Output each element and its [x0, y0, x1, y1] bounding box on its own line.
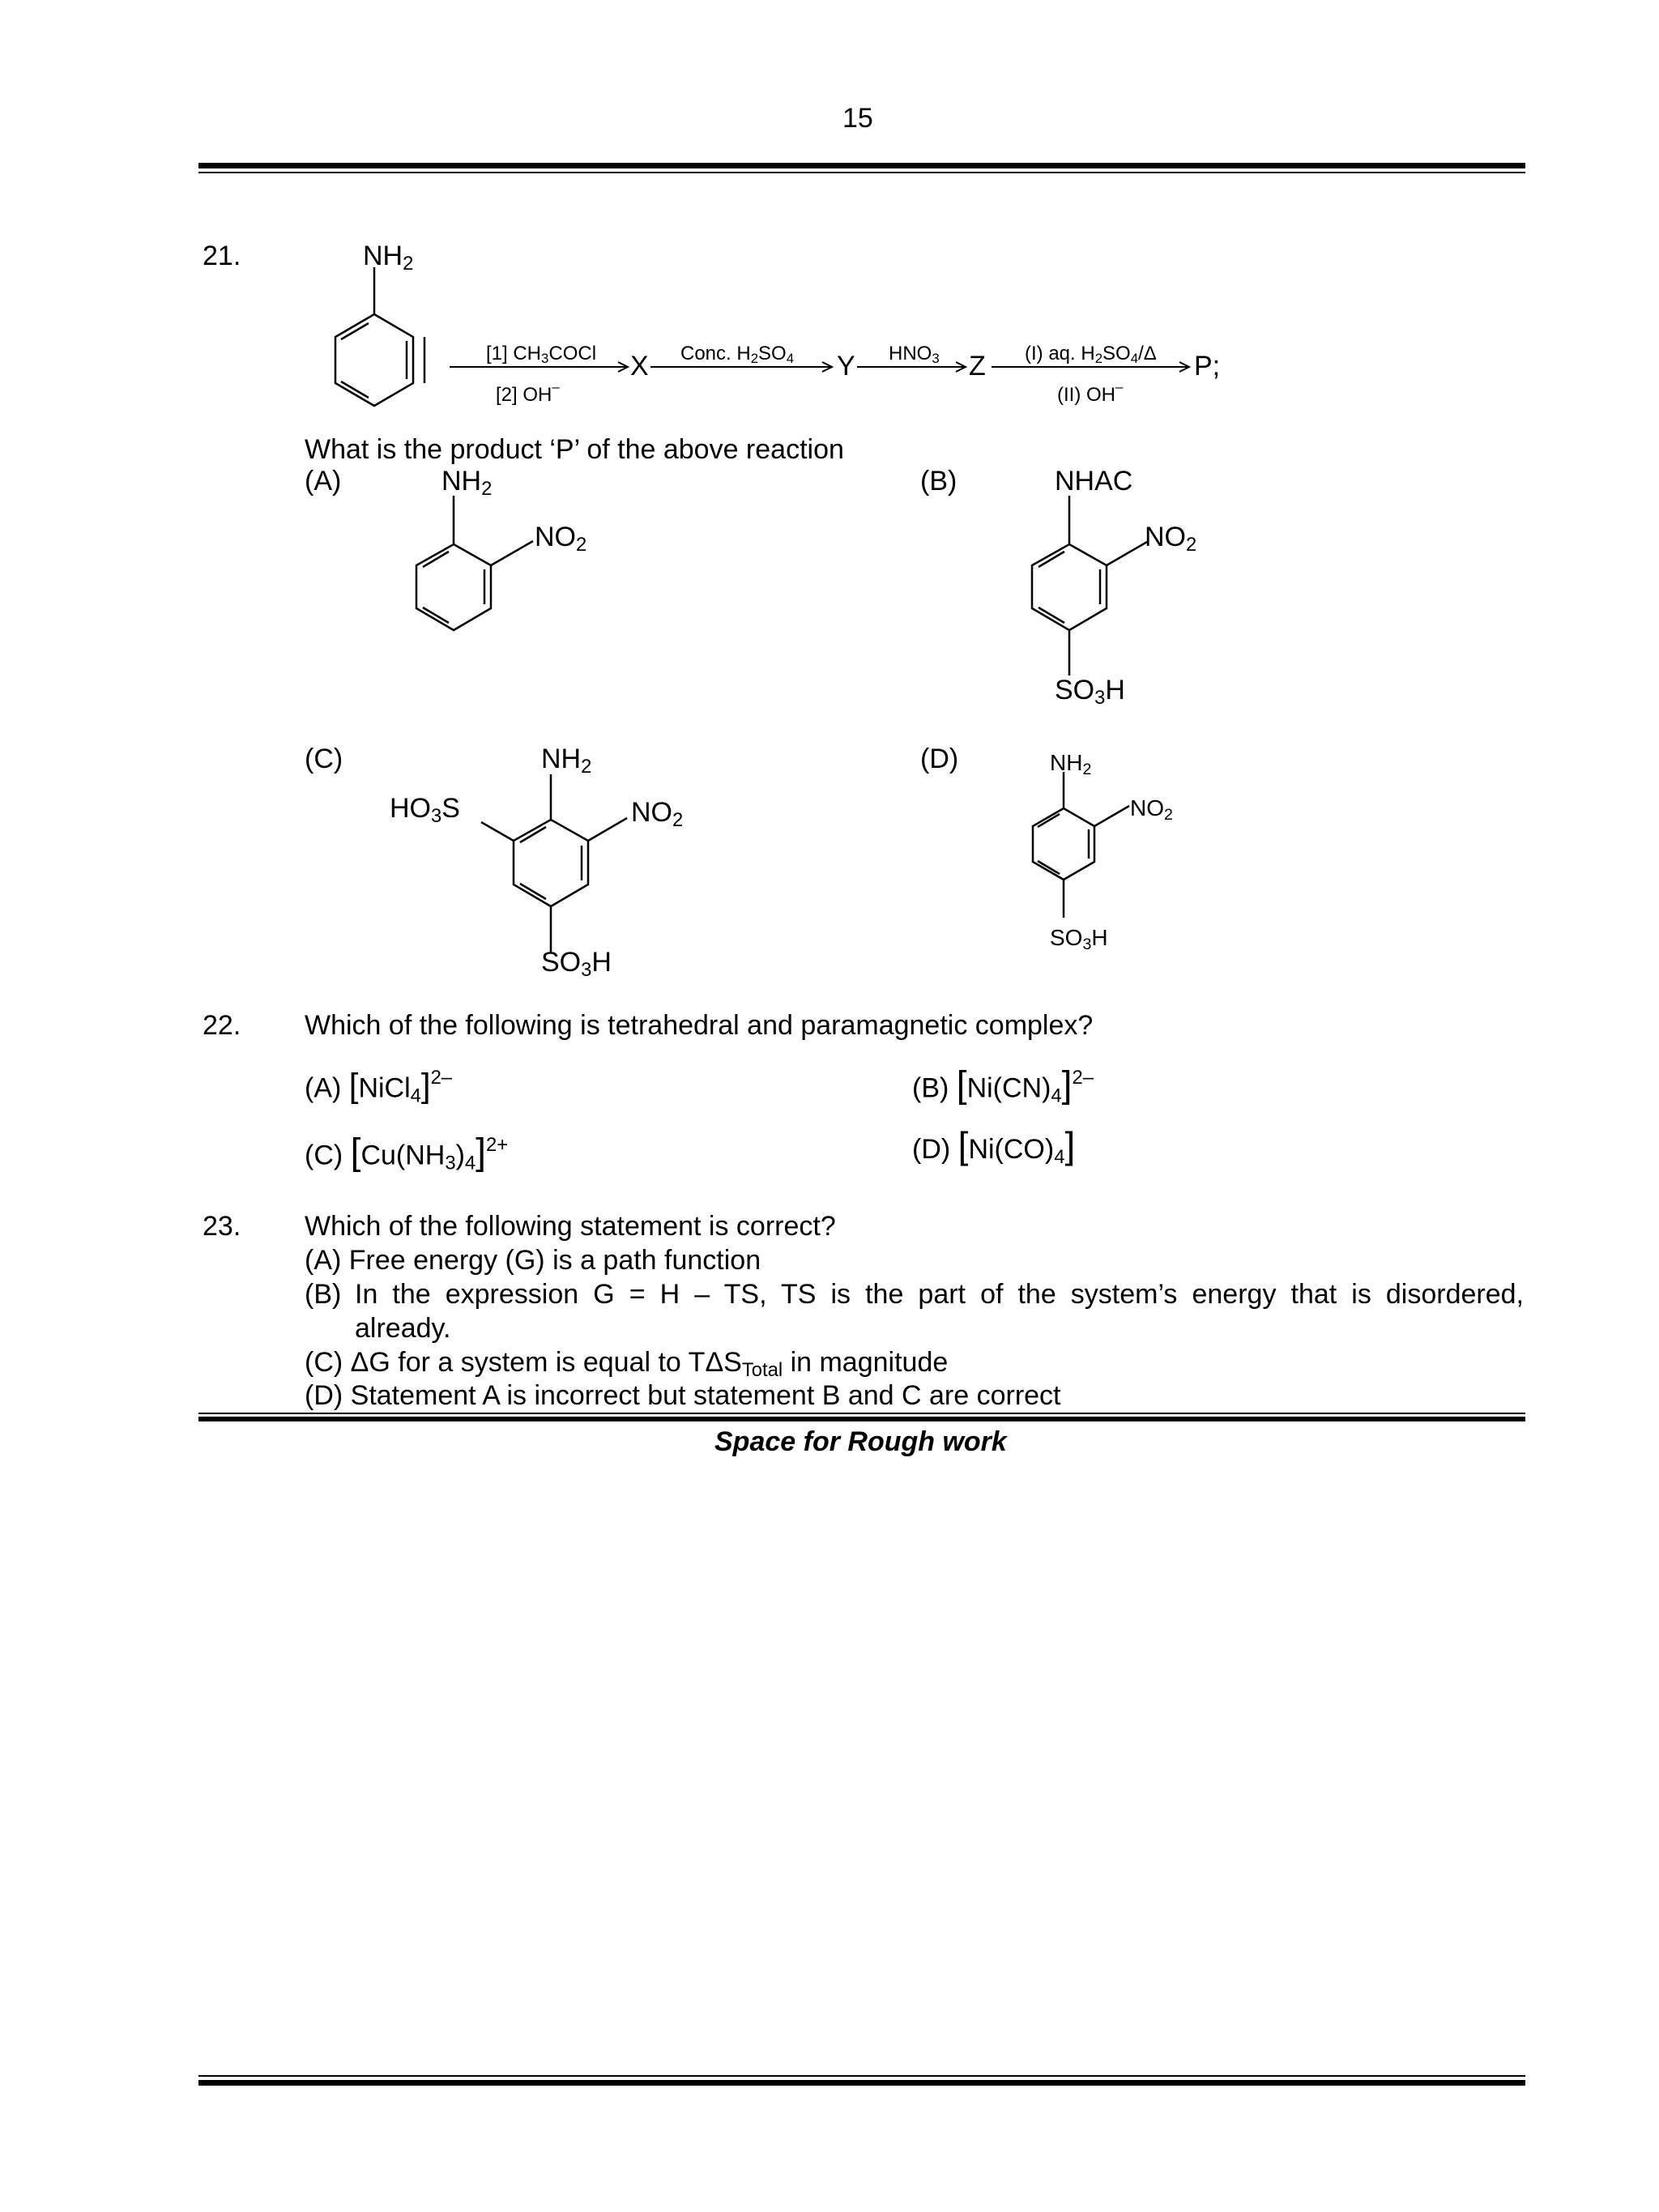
q22-option-b: (B) $[Ni(CN)_4]^{2-}$ — [912, 1063, 1094, 1107]
top-rule-thick — [198, 163, 1525, 168]
rough-work-rule-thin — [198, 1413, 1525, 1414]
intermediate-z: Z — [969, 351, 986, 381]
q22-option-d: (D) $[Ni(CO)_4]$ — [912, 1124, 1076, 1168]
option-c-no2: $NO_2$ — [631, 797, 684, 831]
q21-option-a-label: (A) — [305, 466, 342, 497]
aniline-ring — [316, 267, 446, 409]
q21-option-d-label: (D) — [920, 744, 959, 774]
product-p: P; — [1194, 351, 1221, 381]
option-b-so3h: $SO_3H$ — [1055, 675, 1125, 709]
arrow-4 — [992, 361, 1194, 373]
option-b-no2: $NO_2$ — [1145, 522, 1197, 556]
q23-option-d: (D) Statement A is incorrect but statement B and C are correct — [305, 1380, 1061, 1411]
option-b-ring — [1013, 496, 1158, 682]
aniline-nh2-label: $NH_2$ — [363, 241, 414, 275]
q23-option-b-line1: In the expression G = H – TS, TS is the part of the system’s energy that is disordered, — [355, 1279, 1524, 1310]
option-c-so3h: $SO_3H$ — [541, 947, 612, 981]
intermediate-x: X — [630, 351, 649, 381]
reagent-4-line2: (II) OH– — [1057, 379, 1124, 406]
q23-option-a: (A) Free energy (G) is a path function — [305, 1245, 761, 1276]
q21-option-c-label: (C) — [305, 744, 343, 774]
reagent-1-line1: [1] $CH_3COCl$ — [486, 343, 597, 367]
option-c-nh2: $NH_2$ — [541, 744, 592, 778]
q22-question: Which of the following is tetrahedral and paramagnetic complex? — [305, 1010, 1094, 1041]
q21-number: 21. — [203, 241, 241, 271]
q22-option-a: (A) [NiCl$_4$]$^{2-}$ — [305, 1066, 453, 1107]
option-a-ring — [397, 496, 543, 650]
bottom-rule-thin — [198, 2075, 1525, 2077]
q23-option-b-label: (B) — [305, 1279, 342, 1310]
q23-number: 23. — [203, 1211, 241, 1242]
option-a-nh2: $NH_2$ — [441, 466, 493, 500]
option-c-ho3s: $HO_3S$ — [390, 793, 460, 827]
option-d-nh2: $NH_2$ — [1050, 750, 1092, 778]
option-b-nhac: NHAC — [1055, 466, 1133, 497]
reagent-2: Conc. $H_2SO_4$ — [680, 343, 795, 367]
q23-option-c: (C) ΔG for a system is equal to $T\Delta S_{Total}$ in magnitude — [305, 1347, 949, 1381]
option-a-no2: $NO_2$ — [535, 522, 587, 556]
q22-option-c: (C) $[Cu(NH_3)_4]^{2+}$ — [305, 1130, 509, 1174]
arrow-2 — [650, 361, 837, 373]
q21-question: What is the product ‘P’ of the above reaction — [305, 434, 844, 465]
rough-work-rule-thick — [198, 1417, 1525, 1421]
option-d-no2: $NO_2$ — [1130, 795, 1173, 824]
q23-question: Which of the following statement is correct? — [305, 1211, 836, 1242]
top-rule-thin — [198, 172, 1525, 173]
intermediate-y: Y — [837, 351, 855, 381]
reagent-3: $HNO_3$ — [889, 343, 940, 367]
rough-work-heading: Space for Rough work — [714, 1426, 1007, 1457]
q23-option-b-line2: already. — [355, 1313, 451, 1344]
q22-number: 22. — [203, 1010, 241, 1041]
reagent-1-line2: [2] OH– — [496, 379, 560, 406]
arrow-1 — [450, 361, 632, 373]
arrow-3 — [857, 361, 970, 373]
option-c-ring — [454, 774, 648, 961]
bottom-rule-thick — [198, 2080, 1525, 2086]
q21-option-b-label: (B) — [920, 466, 957, 497]
option-d-ring — [1019, 772, 1141, 934]
option-d-so3h: $SO_3H$ — [1050, 925, 1108, 953]
reagent-4-line1: (I) aq. $H_2SO_4/\Delta$ — [1025, 343, 1157, 367]
page-number: 15 — [842, 103, 873, 134]
